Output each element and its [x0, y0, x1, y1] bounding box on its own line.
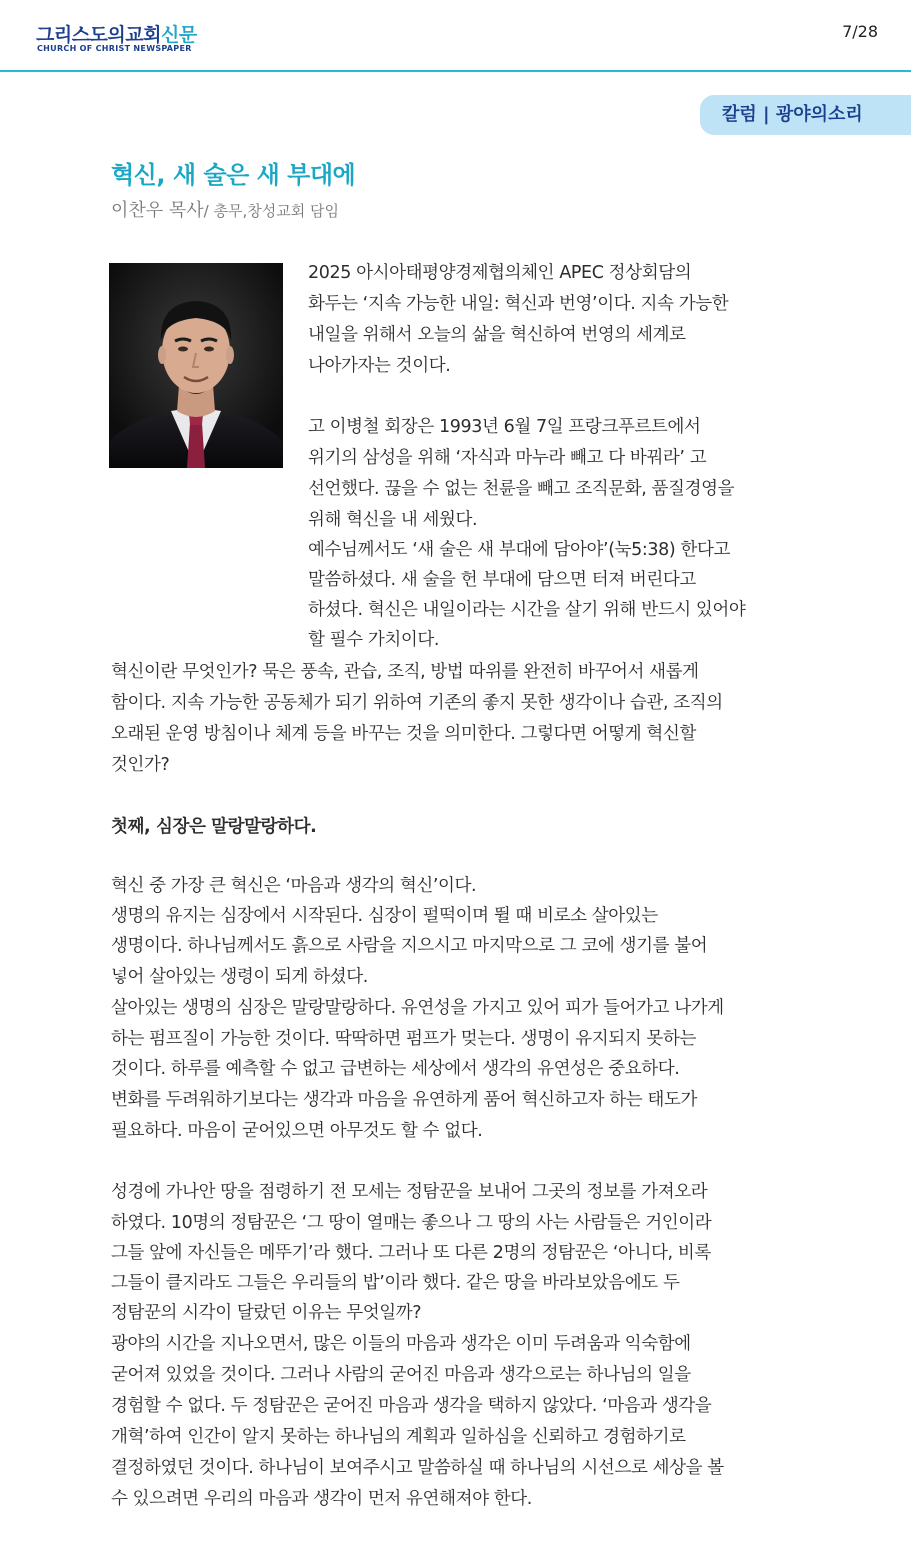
article-line: 고 이병철 회장은 1993년 6월 7일 프랑크푸르트에서	[308, 417, 701, 437]
newspaper-logo[interactable]	[36, 20, 197, 47]
article-line: 혁신 중 가장 큰 혁신은 ‘마음과 생각의 혁신’이다.	[111, 876, 477, 896]
article-line: 변화를 두려워하기보다는 생각과 마음을 유연하게 품어 혁신하고자 하는 태도가	[111, 1090, 697, 1110]
article-line: 생명의 유지는 심장에서 시작된다. 심장이 펄떡이며 뛸 때 비로소 살아있는	[111, 906, 658, 926]
section-heading: 첫째, 심장은 말랑말랑하다.	[111, 817, 317, 837]
article-line: 생명이다. 하나님께서도 흙으로 사람을 지으시고 마지막으로 그 코에 생기를 불어	[111, 936, 708, 956]
article-line: 위해 혁신을 내 세웠다.	[308, 510, 478, 530]
article-line: 성경에 가나안 땅을 점령하기 전 모세는 정탐꾼을 보내어 그곳의 정보를 가져오라	[111, 1182, 708, 1202]
article-line: 것인가?	[111, 755, 170, 775]
article-line: 할 필수 가치이다.	[308, 630, 440, 650]
author-name: 이찬우 목사	[111, 200, 204, 221]
article-line: 예수님께서도 ‘새 술은 새 부대에 담아야’(눅5:38) 한다고	[308, 540, 730, 560]
article-line: 함이다. 지속 가능한 공동체가 되기 위하여 기존의 좋지 못한 생각이나 습관, 조직의	[111, 693, 723, 713]
author-role: / 총무,창성교회 담임	[203, 202, 339, 220]
portrait-image	[109, 263, 283, 468]
article-line: 그들이 클지라도 그들은 우리들의 밥’이라 했다. 같은 땅을 바라보았음에도 두	[111, 1273, 680, 1293]
article-line: 필요하다. 마음이 굳어있으면 아무것도 할 수 없다.	[111, 1121, 483, 1141]
article-line: 수 있으려면 우리의 마음과 생각이 먼저 유연해져야 한다.	[111, 1489, 532, 1509]
article-line: 화두는 ‘지속 가능한 내일: 혁신과 번영’이다. 지속 가능한	[308, 294, 729, 314]
article-title: 혁신, 새 술은 새 부대에	[111, 161, 356, 189]
article-line: 2025 아시아태평양경제협의체인 APEC 정상회담의	[308, 263, 692, 283]
article-line: 위기의 삼성을 위해 ‘자식과 마누라 빼고 다 바꿔라’ 고	[308, 448, 707, 468]
article-line: 광야의 시간을 지나오면서, 많은 이들의 마음과 생각은 이미 두려움과 익숙함에	[111, 1334, 691, 1354]
logo-text-main: 그리스도의교회	[36, 24, 161, 46]
article-line: 그들 앞에 자신들은 메뚜기’라 했다. 그러나 또 다른 2명의 정탐꾼은 ‘아니다, 비록	[111, 1243, 711, 1263]
article-line: 말씀하셨다. 새 술을 헌 부대에 담으면 터져 버린다고	[308, 570, 696, 590]
article-line: 넣어 살아있는 생령이 되게 하셨다.	[111, 967, 368, 987]
logo-text-accent: 신문	[160, 24, 197, 46]
newspaper-logo-subtitle: CHURCH OF CHRIST NEWSPAPER	[37, 44, 192, 53]
article-author	[111, 196, 339, 222]
section-tag: 칼럼 | 광야의소리	[700, 95, 911, 135]
author-photo	[109, 263, 283, 468]
article-line: 결정하였던 것이다. 하나님이 보여주시고 말씀하실 때 하나님의 시선으로 세상을 볼	[111, 1458, 724, 1478]
article-line: 경험할 수 없다. 두 정탐꾼은 굳어진 마음과 생각을 택하지 않았다. ‘마음과 생각을	[111, 1396, 712, 1416]
page-number: 7/28	[842, 22, 878, 41]
article-line: 것이다. 하루를 예측할 수 없고 급변하는 세상에서 생각의 유연성은 중요하다.	[111, 1059, 680, 1079]
article-line: 내일을 위해서 오늘의 삶을 혁신하여 번영의 세계로	[308, 325, 686, 345]
article-line: 정탐꾼의 시각이 달랐던 이유는 무엇일까?	[111, 1303, 422, 1323]
article-line: 하는 펌프질이 가능한 것이다. 딱딱하면 펌프가 멎는다. 생명이 유지되지 못하는	[111, 1029, 696, 1049]
article-line: 선언했다. 끊을 수 없는 천륜을 빼고 조직문화, 품질경영을	[308, 479, 735, 499]
page-header	[0, 0, 911, 72]
article-line: 나아가자는 것이다.	[308, 356, 451, 376]
article-line: 혁신이란 무엇인가? 묵은 풍속, 관습, 조직, 방법 따위를 완전히 바꾸어서 새롭게	[111, 662, 699, 682]
article-line: 살아있는 생명의 심장은 말랑말랑하다. 유연성을 가지고 있어 피가 들어가고 나가게	[111, 998, 724, 1018]
article-line: 굳어져 있었을 것이다. 그러나 사람의 굳어진 마음과 생각으로는 하나님의 일을	[111, 1365, 691, 1385]
article-line: 하셨다. 혁신은 내일이라는 시간을 살기 위해 반드시 있어야	[308, 600, 746, 620]
article-line: 오래된 운영 방침이나 체계 등을 바꾸는 것을 의미한다. 그렇다면 어떻게 혁신할	[111, 724, 696, 744]
article-line: 하였다. 10명의 정탐꾼은 ‘그 땅이 열매는 좋으나 그 땅의 사는 사람들은 거인이라	[111, 1213, 712, 1233]
article-line: 개혁’하여 인간이 알지 못하는 하나님의 계획과 일하심을 신뢰하고 경험하기로	[111, 1427, 686, 1447]
